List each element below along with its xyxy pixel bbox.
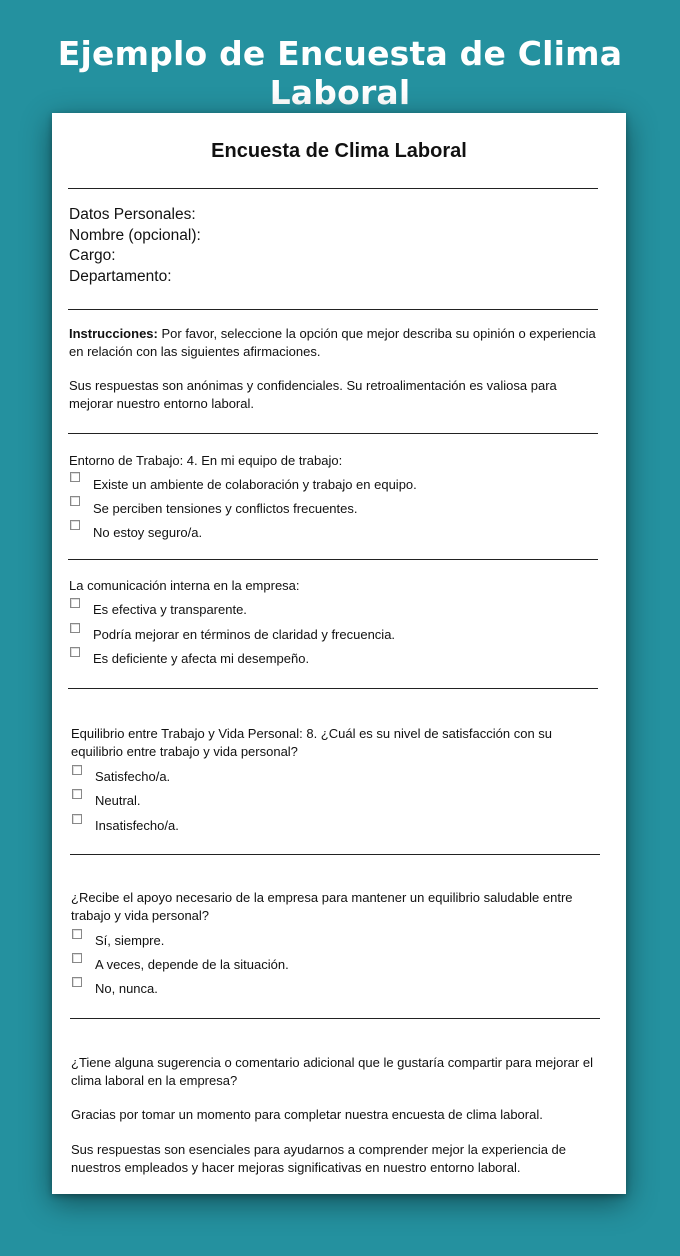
question-2-option-2-label: Podría mejorar en términos de claridad y frecuencia. [93, 627, 396, 642]
thanks-text: Gracias por tomar un momento para completar nuestra encuesta de clima laboral. [71, 1107, 543, 1122]
divider [68, 688, 598, 689]
personal-heading: Datos Personales: [69, 206, 196, 223]
name-field-label: Nombre (opcional): [69, 226, 201, 244]
question-1-option-3-label: No estoy seguro/a. [93, 525, 203, 540]
divider [68, 188, 598, 189]
question-2-text: La comunicación interna en la empresa: [69, 578, 300, 593]
question-1-option-1-label: Existe un ambiente de colaboración y trabajo en equipo. [93, 477, 417, 492]
question-1-option-2-checkbox[interactable] [70, 496, 80, 506]
divider [70, 854, 600, 855]
question-3-option-2-label: Neutral. [95, 793, 141, 808]
question-1-option-2-label: Se perciben tensiones y conflictos frecuentes. [93, 501, 358, 516]
question-3-option-2-checkbox[interactable] [72, 789, 82, 799]
question-3-option-3-label: Insatisfecho/a. [95, 818, 179, 833]
question-4-option-2-label: A veces, depende de la situación. [95, 957, 289, 972]
survey-document [52, 113, 626, 1194]
instructions-label: Instrucciones: [69, 326, 158, 341]
question-2-option-1-checkbox[interactable] [70, 598, 80, 608]
divider [68, 433, 598, 434]
question-1-option-3-checkbox[interactable] [70, 520, 80, 530]
personal-data-section [69, 205, 201, 287]
closing-text: Sus respuestas son esenciales para ayudarnos a comprender mejor la experiencia de nuestros empleados y hacer mejoras significativas en nuestro entorno laboral. [71, 1142, 567, 1175]
question-2-option-3-label: Es deficiente y afecta mi desempeño. [93, 651, 310, 666]
question-3-text: Equilibrio entre Trabajo y Vida Personal: 8. ¿Cuál es su nivel de satisfacción con su equilibrio entre trabajo y vida personal? [71, 726, 553, 759]
question-3-option-1-checkbox[interactable] [72, 765, 82, 775]
instructions [69, 325, 599, 361]
question-1-text: Entorno de Trabajo: 4. En mi equipo de trabajo: [69, 453, 343, 468]
divider [70, 1018, 600, 1019]
question-4-option-2-checkbox[interactable] [72, 953, 82, 963]
question-3-option-1-label: Satisfecho/a. [95, 769, 171, 784]
question-1-option-1-checkbox[interactable] [70, 472, 80, 482]
question-4-option-3-label: No, nunca. [95, 981, 158, 996]
instructions-text: Por favor, seleccione la opción que mejor describa su opinión o experiencia en relación con las siguientes afirmaciones. [69, 326, 596, 359]
suggestion-question: ¿Tiene alguna sugerencia o comentario adicional que le gustaría compartir para mejorar el clima laboral en la empresa? [71, 1055, 593, 1088]
question-4-text: ¿Recibe el apoyo necesario de la empresa para mantener un equilibrio saludable entre trabajo y vida personal? [71, 890, 573, 923]
anonymity-note: Sus respuestas son anónimas y confidenciales. Su retroalimentación es valiosa para mejorar nuestro entorno laboral. [69, 378, 557, 411]
question-2-option-3-checkbox[interactable] [70, 647, 80, 657]
question-3-option-3-checkbox[interactable] [72, 814, 82, 824]
question-2-option-2-checkbox[interactable] [70, 623, 80, 633]
divider [68, 559, 598, 560]
role-field-label: Cargo: [69, 247, 116, 264]
department-field-label: Departamento: [69, 267, 172, 285]
banner-title: Ejemplo de Encuesta de Clima Laboral [57, 34, 623, 112]
question-4-option-1-checkbox[interactable] [72, 929, 82, 939]
question-4-option-3-checkbox[interactable] [72, 977, 82, 987]
divider [68, 309, 598, 310]
question-4-option-1-label: Sí, siempre. [95, 933, 165, 948]
question-2-option-1-label: Es efectiva y transparente. [93, 602, 247, 617]
document-title: Encuesta de Clima Laboral [211, 140, 467, 162]
